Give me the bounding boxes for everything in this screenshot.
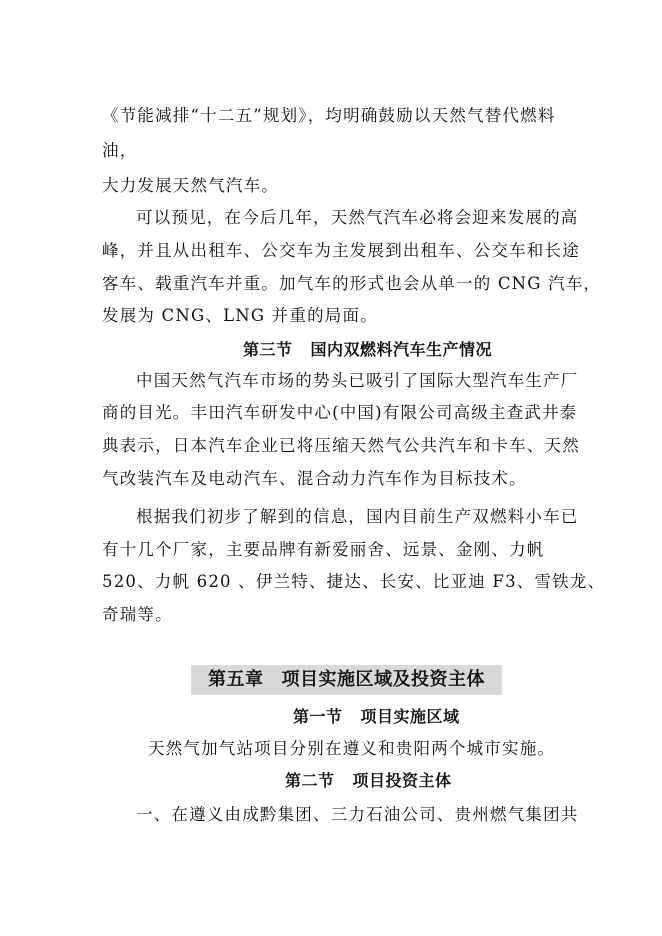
body-text-line: 大力发展天然气汽车。 <box>102 176 279 195</box>
chapter-heading-5 <box>191 665 502 695</box>
section-heading-3 <box>243 338 492 362</box>
section-heading-1 <box>293 705 460 729</box>
body-text-line: 商的目光。丰田汽车研发中心(中国)有限公司高级主查武井泰 <box>102 403 578 422</box>
body-text-line: 气改装汽车及电动汽车、混合动力汽车作为目标技术。 <box>102 469 527 488</box>
body-text-line: 根据我们初步了解到的信息，国内目前生产双燃料小车已 <box>136 507 579 526</box>
body-text-line: 520、力帆 620 、伊兰特、捷达、长安、比亚迪 F3、雪铁龙、 <box>102 572 606 591</box>
body-text-line: 一、在遵义由成黔集团、三力石油公司、贵州燃气集团共 <box>136 805 579 824</box>
body-text-line: 有十几个厂家，主要品牌有新爱丽舍、远景、金刚、力帆 <box>102 540 545 559</box>
body-text-line: 中国天然气汽车市场的势头已吸引了国际大型汽车生产厂 <box>136 371 579 390</box>
body-text-line: 奇瑞等。 <box>102 605 173 624</box>
section-number: 第一节 <box>293 707 343 726</box>
chapter-title: 项目实施区域及投资主体 <box>281 669 485 690</box>
body-text-line: 发展为 CNG、LNG 并重的局面。 <box>102 306 378 325</box>
body-text-line: 典表示，日本汽车企业已将压缩天然气公共汽车和卡车、天然 <box>102 436 580 455</box>
section-number: 第三节 <box>243 340 293 359</box>
body-text-line: 峰，并且从出租车、公交车为主发展到出租车、公交车和长途 <box>102 241 580 260</box>
section-title: 项目投资主体 <box>352 771 452 790</box>
body-text-line: 油， <box>102 141 138 160</box>
section-number: 第二节 <box>285 771 335 790</box>
body-text-line: 天然气加气站项目分别在遵义和贵阳两个城市实施。 <box>148 739 556 758</box>
chapter-number: 第五章 <box>208 669 264 690</box>
section-title: 国内双燃料汽车生产情况 <box>310 340 493 359</box>
body-text-line: 《节能减排“十二五”规划》，均明确鼓励以天然气替代燃料 <box>102 106 556 125</box>
body-text-line: 客车、载重汽车并重。加气车的形式也会从单一的 CNG 汽车， <box>102 274 602 293</box>
body-text-line: 可以预见，在今后几年，天然气汽车必将会迎来发展的高 <box>136 208 579 227</box>
section-title: 项目实施区域 <box>360 707 460 726</box>
section-heading-2 <box>285 769 452 793</box>
